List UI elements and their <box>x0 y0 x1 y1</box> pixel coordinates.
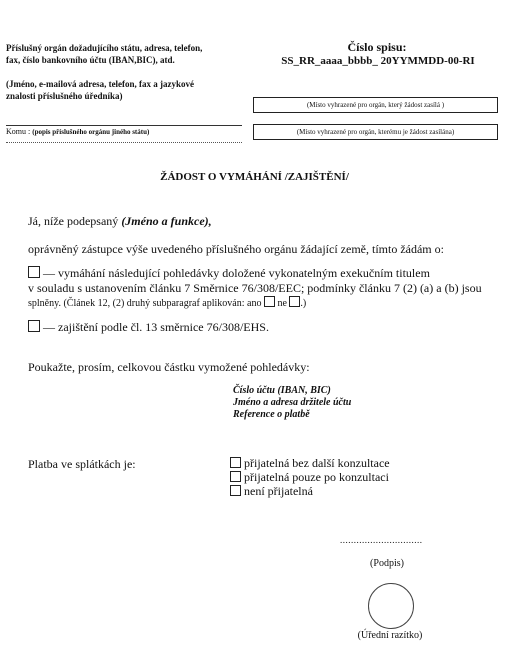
option1-line1: — vymáhání následující pohledávky doložené vykonatelným exekučním titulem <box>43 266 430 280</box>
to-dotted-line <box>6 142 242 143</box>
signature-label: (Podpis) <box>370 558 404 569</box>
account-details <box>233 385 351 421</box>
to-line <box>6 127 149 136</box>
intro-name: (Jméno a funkce), <box>121 214 212 228</box>
option-recovery <box>28 266 498 310</box>
account-holder: Jméno a adresa držitele účtu <box>233 397 352 408</box>
installment-label-3: není přijatelná <box>244 484 313 498</box>
file-number-label: Číslo spisu: <box>347 40 407 54</box>
installment-checkbox-2[interactable] <box>230 471 241 482</box>
installment-option[interactable] <box>230 456 390 470</box>
option1-line2: v souladu s ustanovením článku 7 Směrnice 76/308/EEC; podmínky článku 7 (2) (a) a (b) jsou <box>28 281 482 295</box>
installments-label: Platba ve splátkách je: <box>28 457 136 471</box>
security-checkbox[interactable] <box>28 320 40 332</box>
signature-dots: .............................. <box>340 535 423 545</box>
intro-line <box>28 214 212 229</box>
receiver-reserved-box <box>253 124 498 140</box>
installment-option[interactable] <box>230 484 390 498</box>
payment-reference: Reference o platbě <box>233 409 310 420</box>
account-number: Číslo účtu (IBAN, BIC) <box>233 385 331 396</box>
official-contact-line-1: (Jméno, e-mailová adresa, telefon, fax a jazykové <box>6 79 195 89</box>
to-label: Komu : <box>6 127 31 136</box>
installment-options <box>230 456 390 498</box>
ano-checkbox[interactable] <box>264 296 275 307</box>
recovery-checkbox[interactable] <box>28 266 40 278</box>
option-security <box>28 320 269 335</box>
requesting-authority-line-2: fax, číslo bankovního účtu (IBAN,BIC), atd. <box>6 55 175 65</box>
stamp-label: (Úřední razítko) <box>357 630 423 641</box>
installment-label-1: přijatelná bez další konzultace <box>244 456 390 470</box>
installment-checkbox-1[interactable] <box>230 457 241 468</box>
installment-option[interactable] <box>230 470 390 484</box>
separator-line <box>6 125 242 126</box>
sender-reserved-note: (Místo vyhrazené pro orgán, který žádost zasílá ) <box>306 101 445 109</box>
stamp-circle <box>368 583 414 629</box>
requesting-authority-block <box>6 42 241 66</box>
intro-prefix: Já, níže podepsaný <box>28 214 119 228</box>
transfer-line: Poukažte, prosím, celkovou částku vymožené pohledávky: <box>28 360 310 374</box>
authorized-line: oprávněný zástupce výše uvedeného příslušného orgánu žádající země, tímto žádám o: <box>28 242 444 256</box>
installment-checkbox-3[interactable] <box>230 485 241 496</box>
option1-line3 <box>28 296 498 310</box>
file-number-value: SS_RR_aaaa_bbbb_ 20YYMMDD-00-RI <box>281 55 475 67</box>
option1-line3-suffix: .) <box>300 298 307 309</box>
sender-reserved-box <box>253 97 498 113</box>
installment-label-2: přijatelná pouze po konzultaci <box>244 470 389 484</box>
ne-checkbox[interactable] <box>289 296 300 307</box>
option1-line3-prefix: splněny. (Článek 12, (2) druhý subparagraf aplikován: ano <box>28 298 262 309</box>
requesting-authority-line-1: Příslušný orgán dožadujícího státu, adresa, telefon, <box>6 43 203 53</box>
to-note: (popis příslušného orgánu jiného státu) <box>32 128 150 136</box>
option2-text: — zajištění podle čl. 13 směrnice 76/308/EHS. <box>43 320 269 334</box>
option1-line3-ne: ne <box>277 298 287 309</box>
official-contact-block <box>6 78 241 102</box>
receiver-reserved-note: (Místo vyhrazené pro orgán, kterému je žádost zasílána) <box>296 128 455 136</box>
official-contact-line-2: znalosti příslušného úředníka) <box>6 91 123 101</box>
document-title: ŽÁDOST O VYMÁHÁNÍ /ZAJIŠTĚNÍ/ <box>160 171 349 183</box>
